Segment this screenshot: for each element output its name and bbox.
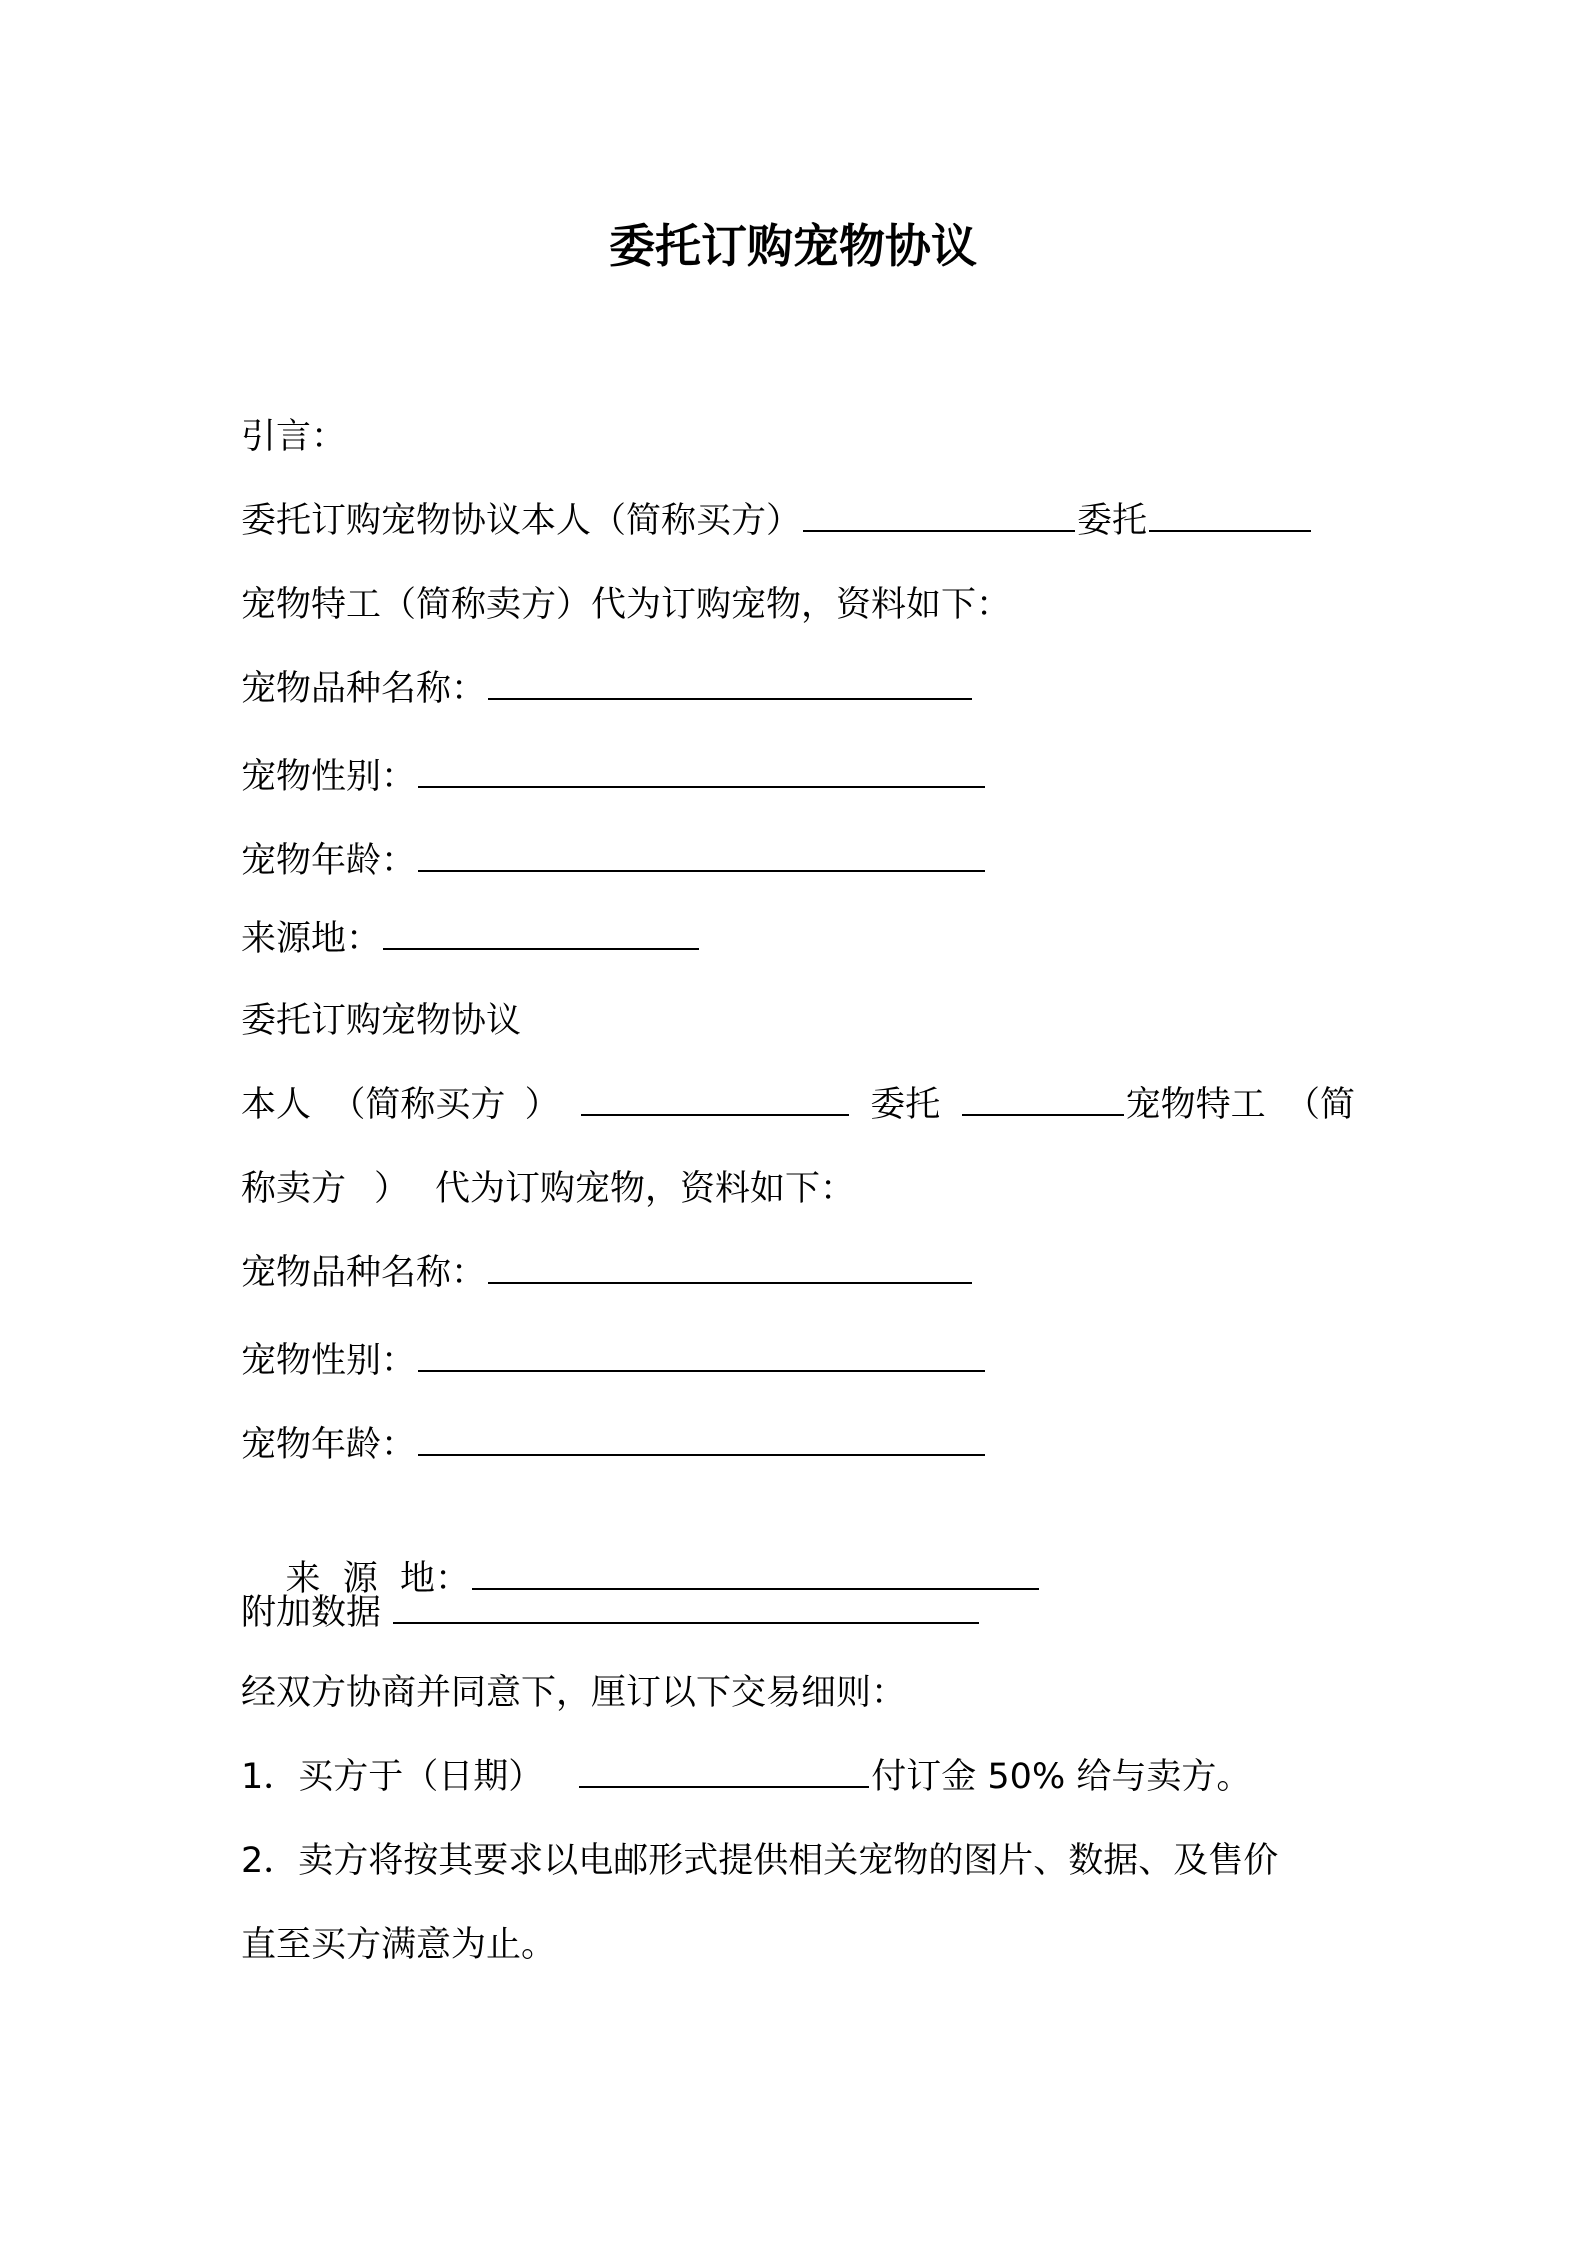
- section1-age-row: [241, 836, 987, 886]
- section2-line-2-c: 代为订购宠物，资料如下：: [435, 1169, 856, 1209]
- intro-line-2: 宠物特工（简称卖方）代为订购宠物，资料如下：: [241, 585, 1012, 625]
- section1-gender-blank[interactable]: [418, 752, 985, 788]
- section2-breed-row: [241, 1248, 974, 1298]
- section2-text-2: （简称买方: [330, 1085, 506, 1125]
- section2-gender-row: [241, 1336, 987, 1386]
- section2-gender-blank[interactable]: [418, 1336, 985, 1372]
- section2-age-row: [241, 1420, 987, 1470]
- intro-line-1-text: 委托订购宠物协议本人（简称买方）: [241, 501, 802, 541]
- section2-text-4: 委托: [870, 1085, 941, 1125]
- term-2-line-1: 2．卖方将按其要求以电邮形式提供相关宠物的图片、数据、及售价: [241, 1841, 1279, 1881]
- section2-extra-row: [241, 1588, 981, 1638]
- section1-breed-label: 宠物品种名称：: [241, 669, 487, 709]
- section2-age-blank[interactable]: [418, 1420, 985, 1456]
- term-1-text-b: 付订金 50% 给与卖方。: [871, 1757, 1252, 1797]
- section2-text-5: 宠物特工: [1125, 1085, 1266, 1125]
- term-2-line-2: 直至买方满意为止。: [241, 1925, 557, 1965]
- section2-age-label: 宠物年龄：: [241, 1425, 417, 1465]
- section2-entrusted-blank[interactable]: [962, 1080, 1124, 1116]
- section2-extra-label: 附加数据: [241, 1593, 382, 1633]
- section2-origin-label: 来 源 地：: [285, 1559, 471, 1599]
- section2-breed-blank[interactable]: [488, 1248, 972, 1284]
- subtitle: 委托订购宠物协议: [241, 1001, 522, 1041]
- intro-label: 引言：: [241, 417, 347, 457]
- section1-origin-blank[interactable]: [383, 914, 699, 950]
- section1-breed-row: [241, 664, 974, 714]
- buyer-name-blank[interactable]: [803, 496, 1075, 532]
- section1-origin-row: [241, 914, 701, 964]
- entrusted-party-blank[interactable]: [1149, 496, 1311, 532]
- deposit-date-blank[interactable]: [579, 1752, 869, 1788]
- section1-gender-row: [241, 752, 987, 802]
- section2-line-1: [241, 1080, 1355, 1130]
- section2-line-2-b: ）: [374, 1169, 410, 1209]
- terms-intro: 经双方协商并同意下，厘订以下交易细则：: [241, 1673, 907, 1713]
- section2-line-2: [241, 1164, 855, 1214]
- section2-gender-label: 宠物性别：: [241, 1341, 417, 1381]
- section2-text-3: ）: [524, 1085, 560, 1125]
- section1-breed-blank[interactable]: [488, 664, 972, 700]
- section2-buyer-blank[interactable]: [581, 1080, 849, 1116]
- section1-age-blank[interactable]: [418, 836, 985, 872]
- section2-extra-blank[interactable]: [393, 1588, 979, 1624]
- section2-line-2-a: 称卖方: [241, 1169, 347, 1209]
- section2-text-6: （简: [1284, 1085, 1355, 1125]
- section1-gender-label: 宠物性别：: [241, 757, 417, 797]
- section2-origin-blank[interactable]: [472, 1554, 1039, 1590]
- section2-breed-label: 宠物品种名称：: [241, 1253, 487, 1293]
- term-1-text-a: 1．买方于（日期）: [241, 1757, 544, 1797]
- section1-origin-label: 来源地：: [241, 919, 382, 959]
- section2-text-1: 本人: [241, 1085, 312, 1125]
- section2-entrusted-group: [960, 1080, 1266, 1130]
- intro-line-1: [241, 496, 1313, 546]
- intro-line-1-entrust: 委托: [1077, 501, 1148, 541]
- term-1: [241, 1752, 1251, 1802]
- document-title: 委托订购宠物协议: [609, 219, 977, 273]
- section1-age-label: 宠物年龄：: [241, 841, 417, 881]
